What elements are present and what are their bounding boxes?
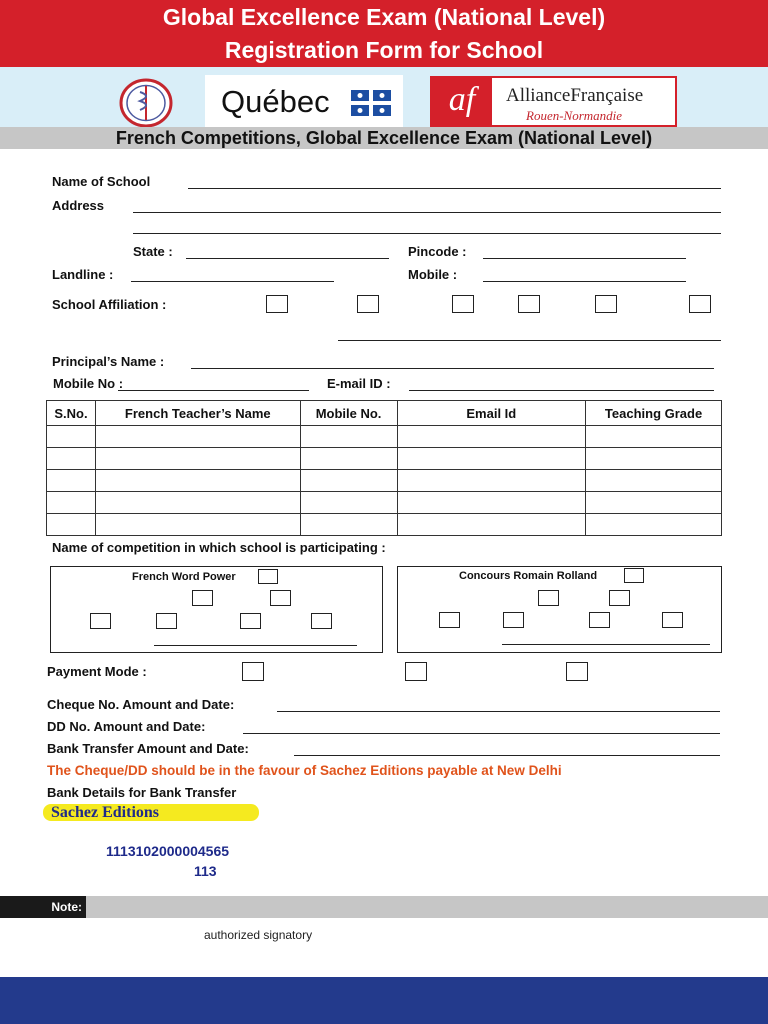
mobile-label: Mobile : bbox=[408, 267, 458, 282]
fwp-other-field[interactable] bbox=[154, 645, 357, 646]
af-mark: af bbox=[432, 78, 492, 125]
crr-other-field[interactable] bbox=[502, 644, 710, 645]
payment-checkbox-cheque[interactable] bbox=[242, 662, 264, 681]
dd-label: DD No. Amount and Date: bbox=[47, 719, 206, 734]
table-cell[interactable] bbox=[586, 492, 722, 514]
table-cell[interactable] bbox=[95, 514, 300, 536]
table-cell[interactable] bbox=[397, 514, 586, 536]
table-row bbox=[47, 448, 722, 470]
quebec-wordmark: Québec bbox=[221, 84, 330, 119]
crr-grade-checkbox-4[interactable] bbox=[503, 612, 524, 628]
table-cell[interactable] bbox=[47, 492, 96, 514]
competition-label: Name of competition in which school is participating : bbox=[52, 540, 386, 555]
crr-grade-checkbox-5[interactable] bbox=[589, 612, 610, 628]
fwp-grade-checkbox-4[interactable] bbox=[156, 613, 177, 629]
account-number: 1113102000004565 bbox=[106, 843, 230, 859]
payment-checkbox-bank[interactable] bbox=[566, 662, 588, 681]
table-row bbox=[47, 514, 722, 536]
concours-romain-rolland-title: Concours Romain Rolland bbox=[459, 570, 598, 582]
address-label: Address bbox=[52, 198, 105, 213]
state-label: State : bbox=[133, 244, 173, 259]
landline-field[interactable] bbox=[131, 281, 334, 282]
email-field[interactable] bbox=[409, 390, 714, 391]
form-subtitle: Registration Form for School bbox=[224, 37, 544, 63]
concours-romain-rolland-checkbox[interactable] bbox=[624, 568, 644, 583]
col-email: Email Id bbox=[397, 401, 586, 426]
cheque-label: Cheque No. Amount and Date: bbox=[47, 697, 235, 712]
quebec-logo bbox=[205, 75, 403, 127]
teacher-table bbox=[46, 400, 722, 536]
affiliation-checkbox-1[interactable] bbox=[266, 295, 288, 313]
fwp-grade-checkbox-1[interactable] bbox=[192, 590, 213, 606]
table-cell[interactable] bbox=[300, 470, 397, 492]
principal-name-label: Principal’s Name : bbox=[52, 354, 165, 369]
bank-transfer-field[interactable] bbox=[294, 755, 720, 756]
footer-band bbox=[0, 977, 768, 1024]
table-cell[interactable] bbox=[47, 514, 96, 536]
alliance-city: Rouen-Normandie bbox=[526, 108, 623, 123]
fwp-grade-checkbox-5[interactable] bbox=[240, 613, 261, 629]
french-word-power-title: French Word Power bbox=[132, 571, 236, 583]
dd-field[interactable] bbox=[243, 733, 720, 734]
affiliation-checkbox-3[interactable] bbox=[452, 295, 474, 313]
teacher-table-header bbox=[47, 401, 722, 426]
crr-grade-checkbox-3[interactable] bbox=[439, 612, 460, 628]
table-cell[interactable] bbox=[397, 492, 586, 514]
table-cell[interactable] bbox=[586, 514, 722, 536]
payment-mode-label: Payment Mode : bbox=[47, 664, 147, 679]
table-cell[interactable] bbox=[47, 448, 96, 470]
table-cell[interactable] bbox=[47, 470, 96, 492]
header-banner bbox=[0, 0, 768, 67]
table-cell[interactable] bbox=[95, 448, 300, 470]
cheque-field[interactable] bbox=[277, 711, 720, 712]
branch-code: 113 bbox=[194, 863, 217, 879]
signatory-label: authorized signatory bbox=[204, 928, 313, 942]
payment-checkbox-dd[interactable] bbox=[405, 662, 427, 681]
note-band bbox=[0, 896, 768, 918]
affiliation-label: School Affiliation : bbox=[52, 297, 167, 312]
landline-label: Landline : bbox=[52, 267, 114, 282]
table-row bbox=[47, 492, 722, 514]
state-field[interactable] bbox=[186, 258, 389, 259]
competition-banner: French Competitions, Global Excellence Exam (National Level) bbox=[0, 127, 768, 149]
table-cell[interactable] bbox=[95, 492, 300, 514]
bank-details-label: Bank Details for Bank Transfer bbox=[47, 785, 237, 800]
french-word-power-checkbox[interactable] bbox=[258, 569, 278, 584]
alliance-francaise-logo bbox=[430, 76, 677, 127]
note-label: Note: bbox=[0, 896, 86, 918]
affiliation-checkbox-4[interactable] bbox=[518, 295, 540, 313]
pincode-field[interactable] bbox=[483, 258, 686, 259]
pincode-label: Pincode : bbox=[408, 244, 467, 259]
table-cell[interactable] bbox=[95, 426, 300, 448]
fleur-de-lis-flag-icon bbox=[351, 90, 391, 116]
table-cell[interactable] bbox=[397, 426, 586, 448]
table-cell[interactable] bbox=[586, 426, 722, 448]
principal-name-field[interactable] bbox=[191, 368, 714, 369]
principal-mobile-field[interactable] bbox=[118, 390, 309, 391]
school-name-label: Name of School bbox=[52, 174, 151, 189]
mobile-field[interactable] bbox=[483, 281, 686, 282]
crr-grade-checkbox-2[interactable] bbox=[609, 590, 630, 606]
alliance-name: AllianceFrançaise bbox=[506, 85, 644, 106]
table-cell[interactable] bbox=[300, 492, 397, 514]
table-row bbox=[47, 470, 722, 492]
col-sno: S.No. bbox=[47, 401, 96, 426]
table-cell[interactable] bbox=[586, 448, 722, 470]
address-field-line-2[interactable] bbox=[133, 233, 721, 234]
favour-note: The Cheque/DD should be in the favour of Sachez Editions payable at New Delhi bbox=[47, 763, 562, 778]
bank-transfer-label: Bank Transfer Amount and Date: bbox=[47, 741, 249, 756]
affiliation-checkbox-6[interactable] bbox=[689, 295, 711, 313]
school-name-field[interactable] bbox=[188, 188, 721, 189]
fwp-grade-checkbox-3[interactable] bbox=[90, 613, 111, 629]
email-label: E-mail ID : bbox=[327, 376, 391, 391]
fwp-grade-checkbox-6[interactable] bbox=[311, 613, 332, 629]
table-row bbox=[47, 426, 722, 448]
table-cell[interactable] bbox=[47, 426, 96, 448]
table-cell[interactable] bbox=[397, 448, 586, 470]
crr-grade-checkbox-1[interactable] bbox=[538, 590, 559, 606]
table-cell[interactable] bbox=[300, 426, 397, 448]
crr-grade-checkbox-6[interactable] bbox=[662, 612, 683, 628]
address-field-line-1[interactable] bbox=[133, 212, 721, 213]
affiliation-other-field[interactable] bbox=[338, 340, 721, 341]
col-teacher-name: French Teacher’s Name bbox=[95, 401, 300, 426]
principal-mobile-label: Mobile No : bbox=[53, 376, 124, 391]
account-name: Sachez Editions bbox=[51, 804, 160, 821]
col-teaching-grade: Teaching Grade bbox=[586, 401, 722, 426]
col-mobile: Mobile No. bbox=[300, 401, 397, 426]
table-cell[interactable] bbox=[300, 448, 397, 470]
table-cell[interactable] bbox=[300, 514, 397, 536]
table-cell[interactable] bbox=[586, 470, 722, 492]
affiliation-checkbox-5[interactable] bbox=[595, 295, 617, 313]
table-cell[interactable] bbox=[95, 470, 300, 492]
fwp-grade-checkbox-2[interactable] bbox=[270, 590, 291, 606]
organization-logo bbox=[118, 78, 174, 128]
affiliation-checkbox-2[interactable] bbox=[357, 295, 379, 313]
table-cell[interactable] bbox=[397, 470, 586, 492]
form-title: Global Excellence Exam (National Level) bbox=[162, 4, 606, 30]
